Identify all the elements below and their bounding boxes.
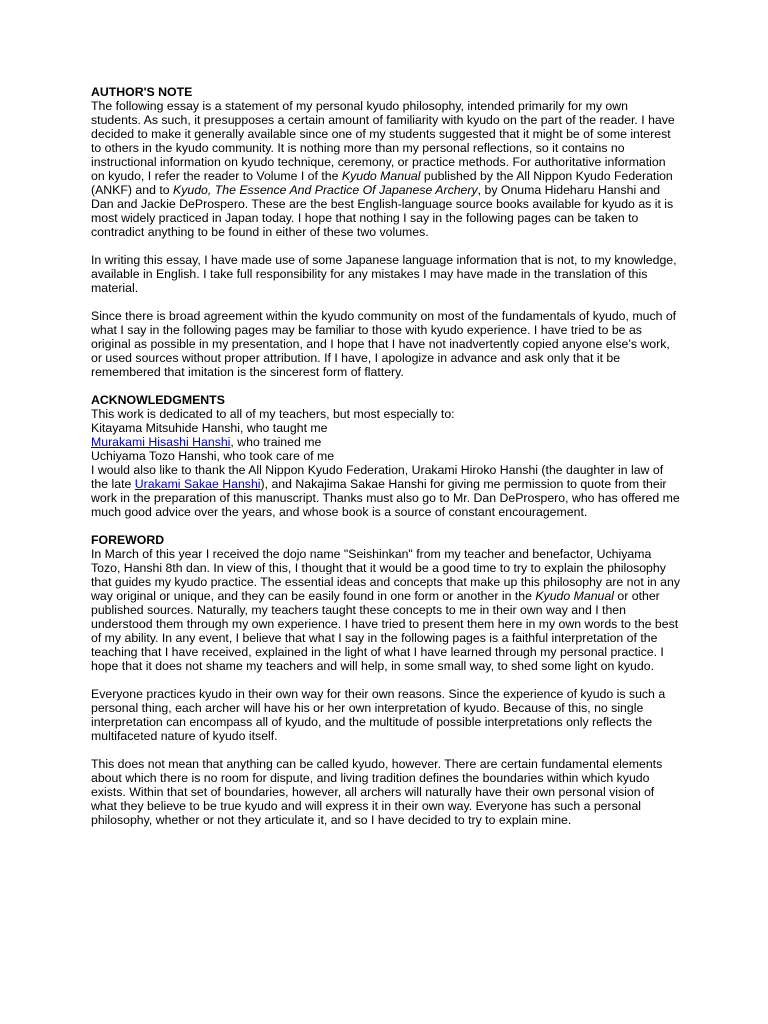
document-body: [91, 85, 681, 827]
italic-title: Kyudo, The Essence And Practice Of Japanese Archery: [173, 183, 478, 197]
teacher-line-3: Uchiyama Tozo Hanshi, who took care of me: [91, 449, 335, 463]
text-run: The following essay is a statement of my personal kyudo philosophy, intended primarily for my own students. As such, it presupposes a certain amount of familiarity with kyudo on the part of the reader. I have decided to make it generally available since one of my students suggested that it might be of some interest to others in the kyudo community. It is nothing more than my personal reflections, so it contains no instructional information on kyudo technique, ceremony, or practice methods. For authoritative information on kyudo, I refer the reader to Volume I of the: [91, 99, 675, 183]
text-run: or other published sources. Naturally, my teachers taught these concepts to me in their own way and I then understood them through my own experience. I have tried to present them here in my own words to the best of my ability. In any event, I believe that what I say in the following pages is a faithful interpretation of the teaching that I have received, explained in the light of what I have learned through my personal practice. I hope that it does not shame my teachers and will help, in some small way, to shed some light on kyudo.: [91, 589, 679, 673]
acknowledgments-intro: This work is dedicated to all of my teachers, but most especially to:: [91, 407, 455, 421]
authors-note-paragraph-3: Since there is broad agreement within the kyudo community on most of the fundamentals of kyudo, much of what I say in the following pages may be familiar to those with kyudo experience. I have tried to be as original as possible in my presentation, and I hope that I have not inadvertently copied anyone else’s work, or used sources without proper attribution. If I have, I apologize in advance and ask only that it be remembered that imitation is the sincerest form of flattery.: [91, 309, 677, 379]
paragraph-gap: [91, 239, 681, 253]
acknowledgments-heading: ACKNOWLEDGMENTS: [91, 393, 225, 407]
murakami-hisashi-link[interactable]: Murakami Hisashi Hanshi: [91, 435, 231, 449]
italic-title: Kyudo Manual: [535, 589, 614, 603]
italic-title: Kyudo Manual: [341, 169, 421, 183]
authors-note-heading: AUTHOR'S NOTE: [91, 85, 193, 99]
text-run: I would also like to thank the All Nippon Kyudo Federation, Urakami Hiroko Hanshi (the daughter in law of the late: [91, 463, 664, 491]
foreword-paragraph-1: [91, 547, 681, 673]
teacher-line-2: [91, 435, 681, 449]
text-run: , by Onuma Hideharu Hanshi and Dan and Jackie DeProspero. These are the best English-language source books available for kyudo as it is most widely practiced in Japan today. I hope that nothing I say in the following pages can be taken to contradict anything to be found in either of these two volumes.: [91, 183, 674, 239]
urakami-sakae-link[interactable]: Urakami Sakae Hanshi: [134, 477, 261, 491]
paragraph-gap: [91, 673, 681, 687]
authors-note-paragraph-2: In writing this essay, I have made use of some Japanese language information that is not, to my knowledge, available in English. I take full responsibility for any mistakes I may have made in the translation of this material.: [91, 253, 677, 295]
acknowledgments-thanks: [91, 463, 681, 519]
foreword-paragraph-2: Everyone practices kyudo in their own way for their own reasons. Since the experience of kyudo is such a personal thing, each archer will have his or her own interpretation of kyudo. Because of this, no single interpretation can encompass all of kyudo, and the multitude of possible interpretations only reflects the multifaceted nature of kyudo itself.: [91, 687, 666, 743]
text-run: , who trained me: [230, 435, 322, 449]
paragraph-gap: [91, 519, 681, 533]
teacher-line-1: Kitayama Mitsuhide Hanshi, who taught me: [91, 421, 328, 435]
foreword-paragraph-3: This does not mean that anything can be called kyudo, however. There are certain fundamental elements about which there is no room for dispute, and living tradition defines the boundaries within which kyudo exists. Within that set of boundaries, however, all archers will naturally have their own personal vision of what they believe to be true kyudo and will express it in their own way. Everyone has such a personal philosophy, whether or not they articulate it, and so I have decided to try to explain mine.: [91, 757, 663, 827]
authors-note-paragraph-1: [91, 99, 681, 239]
text-run: ), and Nakajima Sakae Hanshi for giving me permission to quote from their work in the preparation of this manuscript. Thanks must also go to Mr. Dan DeProspero, who has offered me much good advice over the years, and whose book is a source of constant encouragement.: [91, 477, 680, 519]
paragraph-gap: [91, 295, 681, 309]
paragraph-gap: [91, 743, 681, 757]
text-run: In March of this year I received the dojo name "Seishinkan" from my teacher and benefactor, Uchiyama Tozo, Hanshi 8th dan. In view of this, I thought that it would be a good time to try to explain the philosophy that guides my kyudo practice. The essential ideas and concepts that make up this philosophy are not in any way original or unique, and they can be easily found in one form or another in the: [91, 547, 681, 603]
foreword-heading: FOREWORD: [91, 533, 165, 547]
paragraph-gap: [91, 379, 681, 393]
text-run: published by the All Nippon Kyudo Federation (ANKF) and to: [91, 169, 673, 197]
